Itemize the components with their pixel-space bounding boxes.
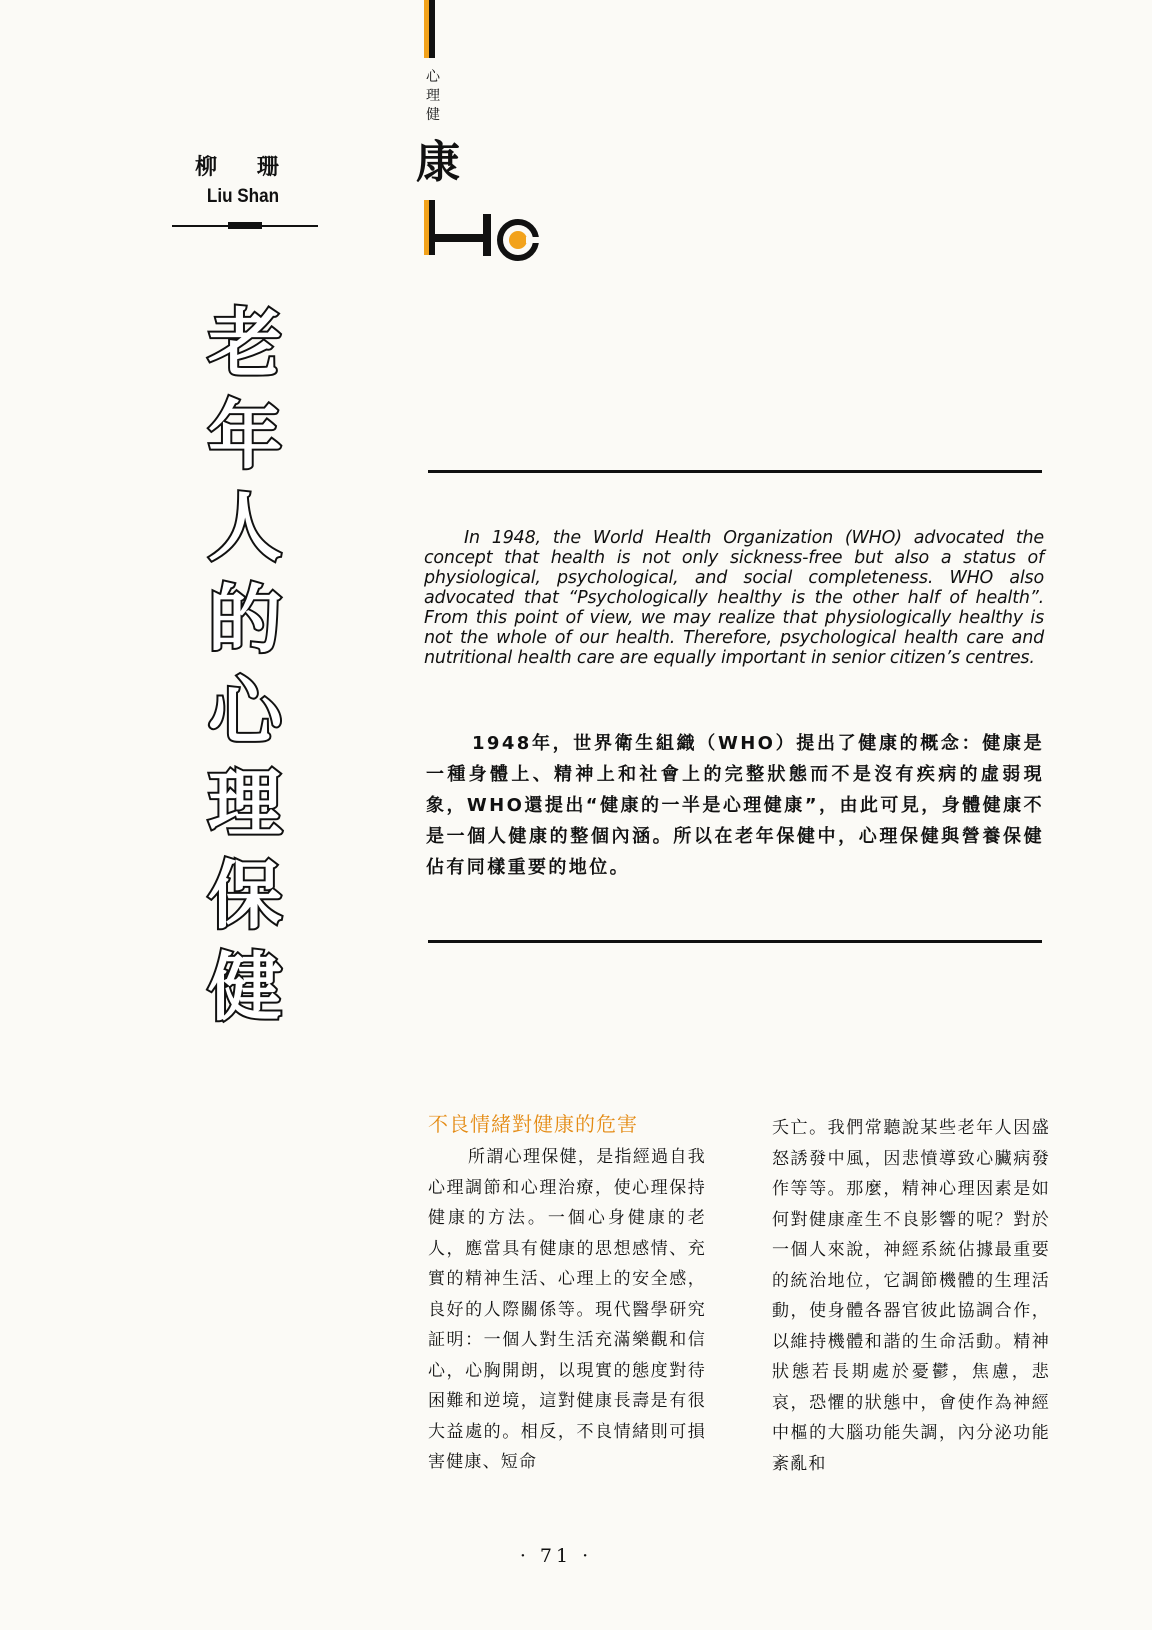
author-name-cn: 柳 珊 [195,155,295,180]
abstract-chinese: 1948年，世界衛生組織（WHO）提出了健康的概念：健康是一種身體上、精神上和社會上的完整狀態而不是沒有疾病的虛弱現象，WHO還提出“健康的一半是心理健康”，由此可見，身體健康不是一個人健康的整個內涵。所以在老年保健中，心理保健與營養保健佔有同樣重要的地位。 [426,733,1044,878]
divider-bottom [428,940,1042,943]
body-column-2: 夭亡。我們常聽說某些老年人因盛怒誘發中風，因悲憤導致心臟病發作等等。那麼，精神心理因素是如何對健康產生不良影響的呢？對於一個人來說，神經系統佔據最重要的統治地位，它調節機體的生理活動，使身體各器官彼此協調合作，以維持機體和諧的生命活動。精神狀態若長期處於憂鬱，焦慮，悲哀，恐懼的狀態中，會使作為神經中樞的大腦功能失調，內分泌功能紊亂和 [772,1118,1050,1474]
title-char: 理 [208,761,282,847]
body-column-1: 所謂心理保健，是指經過自我心理調節和心理治療，使心理保持健康的方法。一個心身健康的老人，應當具有健康的思想感情、充實的精神生活、心理上的安全感，良好的人際關係等。現代醫學研究証明：一個人對生活充滿樂觀和信心，心胸開朗，以現實的態度對待困難和逆境，這對健康長壽是有很大益處的。相反，不良情緒則可損害健康、短命 [428,1147,706,1472]
hc-crossbar [435,234,483,242]
black-bar-top [429,0,435,58]
title-char: 心 [208,669,282,755]
abstract-english: In 1948, the World Health Organization (WHO) advocated the concept that health is not only sickness-free but also a status of physiological, psychological, and social completeness. WHO also advocated that “Psychologically healthy is the other half of health”. From this point of view, we may realize that physiologically healthy is not the whole of our health. Therefore, psychological health care and nutritional health care are equally important in senior citizen’s centres. [424,528,1044,668]
black-bar-bottom [429,200,435,255]
section-label: 心 理 健 [426,69,440,123]
author-rule-tab [228,222,262,229]
hc-c-icon [496,218,540,262]
page-number: · 71 · [519,1545,593,1567]
title-char: 人 [208,485,282,571]
title-char: 健 [208,945,282,1031]
hc-stem [483,214,491,256]
divider-top [428,470,1042,473]
section-glyph: 康 [416,137,460,188]
article-title [203,300,287,1036]
title-char: 保 [208,853,282,939]
title-char: 老 [208,301,282,387]
section-heading: 不良情緒對健康的危害 [428,1112,638,1136]
author-name-en: Liu Shan [206,186,280,207]
title-char: 的 [208,577,282,663]
title-char: 年 [208,393,282,479]
